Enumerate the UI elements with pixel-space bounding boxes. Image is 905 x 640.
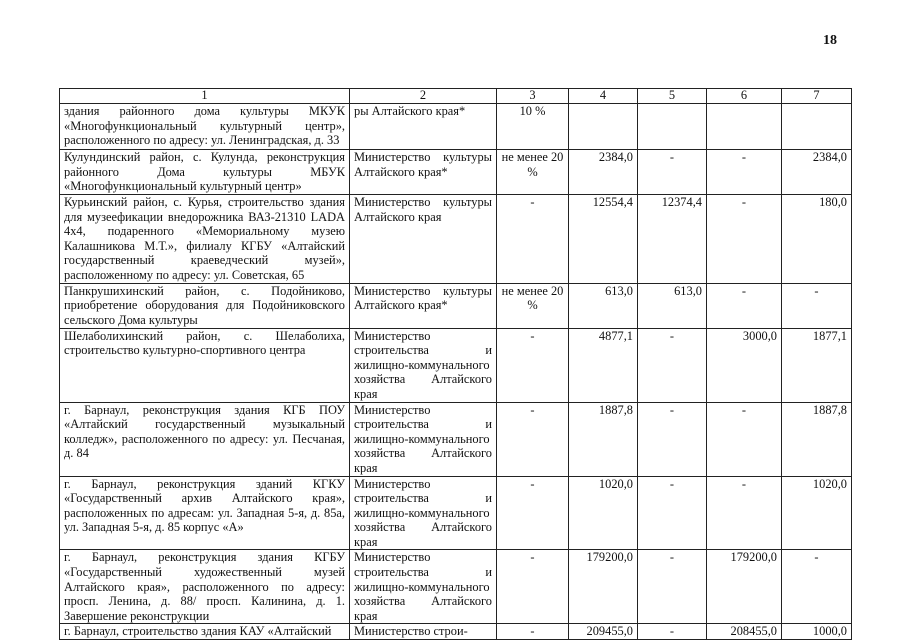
ministry: Министерство строительства и жилищно-коммунального хозяйства Алтайского края [350,476,497,550]
regional-value: - [707,283,782,328]
total-value: 4877,1 [569,328,638,402]
object-name: Шелаболихинский район, с. Шелаболиха, строительство культурно-спортивного центра [60,328,350,402]
ministry: Министерство культуры Алтайского края* [350,283,497,328]
total-value: 1887,8 [569,402,638,476]
regional-value: - [707,476,782,550]
ministry: Министерство строительства и жилищно-коммунального хозяйства Алтайского края [350,328,497,402]
column-header-6: 6 [707,89,782,104]
regional-value: - [707,402,782,476]
cofinancing: 10 % [497,104,569,150]
federal-value: - [638,328,707,402]
cofinancing: - [497,550,569,624]
total-value: 12554,4 [569,195,638,284]
regional-value [707,104,782,150]
regional-value: - [707,195,782,284]
regional-value: - [707,150,782,195]
ministry: Министерство культуры Алтайского края* [350,150,497,195]
ministry: ры Алтайского края* [350,104,497,150]
ministry: Министерство строи- [350,624,497,640]
cofinancing: не менее 20 % [497,283,569,328]
federal-value: - [638,476,707,550]
object-name: г. Барнаул, строительство здания КАУ «Алтайский [60,624,350,640]
table-row [60,624,852,640]
local-value: 2384,0 [782,150,852,195]
total-value: 1020,0 [569,476,638,550]
ministry: Министерство строительства и жилищно-коммунального хозяйства Алтайского края [350,402,497,476]
federal-value: - [638,150,707,195]
total-value: 179200,0 [569,550,638,624]
budget-table [59,88,852,640]
regional-value: 208455,0 [707,624,782,640]
column-header-1: 1 [60,89,350,104]
regional-value: 179200,0 [707,550,782,624]
local-value: 1877,1 [782,328,852,402]
total-value: 209455,0 [569,624,638,640]
cofinancing: - [497,624,569,640]
ministry: Министерство культуры Алтайского края [350,195,497,284]
federal-value [638,104,707,150]
object-name: г. Барнаул, реконструкция зданий КГКУ «Государственный архив Алтайского края», расположенных по адресам: ул. Западная 5-я, д. 85а, ул. Западная 5-я, д. 85 корпус «А» [60,476,350,550]
table-row [60,402,852,476]
header-row [60,89,852,104]
table-row [60,328,852,402]
object-name: Кулундинский район, с. Кулунда, реконструкция районного Дома культуры МБУК «Многофункциональный культурный центр» [60,150,350,195]
table-row [60,150,852,195]
table-row [60,476,852,550]
local-value: 180,0 [782,195,852,284]
total-value: 2384,0 [569,150,638,195]
local-value: - [782,283,852,328]
cofinancing: не менее 20 % [497,150,569,195]
ministry: Министерство строительства и жилищно-коммунального хозяйства Алтайского края [350,550,497,624]
local-value: 1887,8 [782,402,852,476]
object-name: здания районного дома культуры МКУК «Многофункциональный культурный центр», расположенного по адресу: ул. Ленинградская, д. 33 [60,104,350,150]
cofinancing: - [497,328,569,402]
cofinancing: - [497,402,569,476]
federal-value: 613,0 [638,283,707,328]
object-name: г. Барнаул, реконструкция здания КГБ ПОУ «Алтайский государственный музыкальный колледж», расположенного по адресу: ул. Песчаная, д. 84 [60,402,350,476]
page-number: 18 [823,33,837,48]
federal-value: - [638,550,707,624]
table-row [60,550,852,624]
local-value: - [782,550,852,624]
object-name: Панкрушихинский район, с. Подойниково, приобретение оборудования для Подойниковского сельского Дома культуры [60,283,350,328]
regional-value: 3000,0 [707,328,782,402]
column-header-7: 7 [782,89,852,104]
cofinancing: - [497,476,569,550]
total-value: 613,0 [569,283,638,328]
federal-value: 12374,4 [638,195,707,284]
object-name: г. Барнаул, реконструкция здания КГБУ «Государственный художественный музей Алтайского края», расположенного по адресу: просп. Ленина, д. 88/ просп. Калинина, д. 1. Завершение реконструкции [60,550,350,624]
local-value: 1020,0 [782,476,852,550]
federal-value: - [638,624,707,640]
column-header-3: 3 [497,89,569,104]
local-value: 1000,0 [782,624,852,640]
total-value [569,104,638,150]
object-name: Курьинский район, с. Курья, строительство здания для музеефикации внедорожника ВАЗ-21310 LADA 4x4, подаренного «Мемориальному музею Калашникова М.Т.», филиалу КГБУ «Алтайский государственный краеведческий музей», расположенному по адресу: ул. Советская, 65 [60,195,350,284]
local-value [782,104,852,150]
federal-value: - [638,402,707,476]
table-row [60,195,852,284]
cofinancing: - [497,195,569,284]
column-header-4: 4 [569,89,638,104]
table-row [60,104,852,150]
column-header-5: 5 [638,89,707,104]
column-header-2: 2 [350,89,497,104]
table-row [60,283,852,328]
